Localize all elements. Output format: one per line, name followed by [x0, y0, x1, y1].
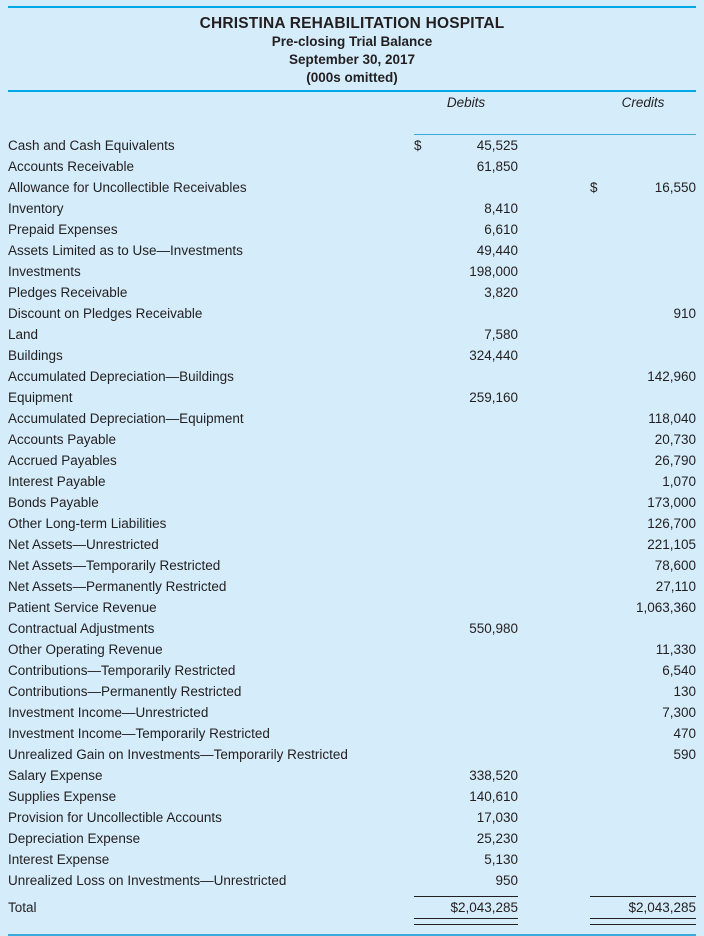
credit-value: 221,105 — [647, 537, 697, 552]
header-account-spacer — [8, 92, 414, 113]
row-gap — [518, 177, 590, 198]
debit-value — [436, 702, 518, 723]
debit-value — [436, 681, 518, 702]
debit-currency-symbol — [414, 828, 436, 849]
row-gap — [518, 576, 590, 597]
row-gap — [518, 324, 590, 345]
row-gap — [518, 849, 590, 870]
account-name: Contributions—Temporarily Restricted — [8, 663, 236, 678]
row-gap — [518, 786, 590, 807]
account-name: Unrealized Loss on Investments—Unrestricted — [8, 873, 287, 888]
debit-currency-symbol — [414, 765, 436, 786]
credit-value — [612, 261, 696, 282]
row-gap — [518, 471, 590, 492]
debit-currency-symbol — [414, 597, 436, 618]
account-name: Prepaid Expenses — [8, 222, 118, 237]
credit-currency-symbol — [590, 240, 612, 261]
debit-value: 17,030 — [476, 810, 519, 825]
account-name: Other Operating Revenue — [8, 642, 163, 657]
credit-value — [612, 324, 696, 345]
debit-currency-symbol — [414, 576, 436, 597]
trial-balance-sheet — [0, 6, 704, 920]
row-gap — [518, 660, 590, 681]
table-row — [8, 597, 696, 618]
credit-value — [612, 786, 696, 807]
row-gap — [518, 345, 590, 366]
debit-value — [436, 471, 518, 492]
debit-value — [436, 639, 518, 660]
credit-value — [612, 807, 696, 828]
debit-value: 45,525 — [476, 138, 519, 153]
debit-value — [436, 408, 518, 429]
debit-currency-symbol — [414, 219, 436, 240]
units-note: (000s omitted) — [306, 70, 398, 85]
table-row — [8, 828, 696, 849]
credit-value — [612, 849, 696, 870]
credit-currency-symbol — [590, 660, 612, 681]
credit-currency-symbol — [590, 345, 612, 366]
debit-currency-symbol — [414, 282, 436, 303]
table-footer — [8, 891, 696, 925]
account-name: Accrued Payables — [8, 453, 117, 468]
table-row — [8, 261, 696, 282]
account-name: Accounts Payable — [8, 432, 117, 447]
account-name: Interest Payable — [8, 474, 106, 489]
debit-total-double-rule — [414, 919, 518, 925]
credit-value: 130 — [673, 684, 697, 699]
credit-value: 126,700 — [647, 516, 697, 531]
account-name: Buildings — [8, 348, 63, 363]
debit-value — [436, 513, 518, 534]
credit-currency-symbol — [590, 723, 612, 744]
trial-balance-table — [8, 92, 696, 925]
debit-currency-symbol — [414, 156, 436, 177]
header-gap-spacer — [518, 92, 590, 113]
table-row — [8, 849, 696, 870]
account-name: Supplies Expense — [8, 789, 117, 804]
credit-value: 27,110 — [655, 579, 697, 594]
account-name: Land — [8, 327, 39, 342]
debit-currency-symbol — [414, 324, 436, 345]
credit-currency-symbol — [590, 492, 612, 513]
debit-value: 49,440 — [476, 243, 519, 258]
debit-value — [436, 660, 518, 681]
debit-currency-symbol — [414, 870, 436, 891]
debit-currency-symbol — [414, 681, 436, 702]
credit-value: 26,790 — [654, 453, 697, 468]
row-gap — [518, 618, 590, 639]
debit-value — [436, 429, 518, 450]
credit-value — [612, 345, 696, 366]
credit-value: 118,040 — [648, 411, 697, 426]
credit-currency-symbol — [590, 828, 612, 849]
debit-currency-symbol — [414, 702, 436, 723]
table-row — [8, 492, 696, 513]
debit-currency-symbol — [414, 723, 436, 744]
account-name: Net Assets—Permanently Restricted — [8, 579, 227, 594]
table-row — [8, 639, 696, 660]
total-gap — [518, 897, 590, 919]
credit-currency-symbol — [590, 744, 612, 765]
credit-value — [612, 219, 696, 240]
row-gap — [518, 513, 590, 534]
debit-currency-symbol — [414, 534, 436, 555]
account-name: Patient Service Revenue — [8, 600, 157, 615]
credit-value: 910 — [673, 306, 697, 321]
account-name: Provision for Uncollectible Accounts — [8, 810, 222, 825]
debit-value — [436, 303, 518, 324]
credit-currency-symbol — [590, 639, 612, 660]
debit-currency-symbol — [414, 345, 436, 366]
header-underline-row — [8, 113, 696, 135]
debit-currency-symbol — [414, 513, 436, 534]
debit-value — [436, 366, 518, 387]
credit-value: 11,330 — [655, 642, 697, 657]
dbl-spacer-name — [8, 919, 414, 925]
debit-value: 5,130 — [484, 852, 519, 867]
credit-value: 7,300 — [662, 705, 697, 720]
account-name: Unrealized Gain on Investments—Temporarily Restricted — [8, 747, 348, 762]
header-underline — [414, 113, 696, 135]
account-name: Other Long-term Liabilities — [8, 516, 167, 531]
row-gap — [518, 282, 590, 303]
debit-value — [436, 177, 518, 198]
table-row — [8, 471, 696, 492]
account-name: Investment Income—Unrestricted — [8, 705, 209, 720]
debit-currency-symbol — [414, 639, 436, 660]
debit-currency-symbol — [414, 555, 436, 576]
credit-currency-symbol — [590, 681, 612, 702]
debit-value: 61,850 — [476, 159, 519, 174]
debit-currency-symbol — [414, 786, 436, 807]
credit-currency-symbol — [590, 429, 612, 450]
debit-value: 140,610 — [469, 789, 519, 804]
row-gap — [518, 744, 590, 765]
account-name: Accumulated Depreciation—Buildings — [8, 369, 234, 384]
credit-value: 16,550 — [654, 180, 697, 195]
debit-value: 198,000 — [469, 264, 519, 279]
credit-value: 173,000 — [647, 495, 697, 510]
total-debits-value: $2,043,285 — [450, 900, 519, 915]
account-name: Investment Income—Temporarily Restricted — [8, 726, 270, 741]
debit-currency-symbol — [414, 177, 436, 198]
debit-currency-symbol — [414, 660, 436, 681]
account-name: Accounts Receivable — [8, 159, 135, 174]
account-name: Bonds Payable — [8, 495, 99, 510]
debit-currency-symbol — [414, 807, 436, 828]
row-gap — [518, 828, 590, 849]
debit-currency-symbol — [414, 618, 436, 639]
account-name: Assets Limited as to Use—Investments — [8, 243, 243, 258]
table-row — [8, 198, 696, 219]
report-date: September 30, 2017 — [288, 52, 416, 67]
credit-currency-symbol — [590, 597, 612, 618]
row-gap — [518, 702, 590, 723]
debit-currency-symbol — [414, 744, 436, 765]
table-row — [8, 702, 696, 723]
credit-value — [612, 765, 696, 786]
row-gap — [518, 639, 590, 660]
credit-currency-symbol — [590, 618, 612, 639]
debit-currency-symbol — [414, 429, 436, 450]
table-body — [8, 135, 696, 892]
row-gap — [518, 597, 590, 618]
credit-currency-symbol: $ — [590, 180, 598, 195]
credit-currency-symbol — [590, 324, 612, 345]
row-gap — [518, 681, 590, 702]
account-name: Depreciation Expense — [8, 831, 141, 846]
credit-currency-symbol — [590, 870, 612, 891]
row-gap — [518, 198, 590, 219]
account-name: Allowance for Uncollectible Receivables — [8, 180, 247, 195]
table-row — [8, 219, 696, 240]
report-subtitle: Pre-closing Trial Balance — [271, 34, 433, 49]
credit-currency-symbol — [590, 471, 612, 492]
debit-value: 550,980 — [469, 621, 519, 636]
debit-currency-symbol — [414, 849, 436, 870]
table-row — [8, 387, 696, 408]
credit-currency-symbol — [590, 198, 612, 219]
credit-value: 20,730 — [654, 432, 697, 447]
debit-value — [436, 534, 518, 555]
credit-value — [612, 135, 696, 157]
account-name: Interest Expense — [8, 852, 110, 867]
account-name: Net Assets—Unrestricted — [8, 537, 159, 552]
total-credits-value: $2,043,285 — [628, 900, 697, 915]
table-row — [8, 870, 696, 891]
table-row — [8, 534, 696, 555]
credit-currency-symbol — [590, 156, 612, 177]
credit-value — [612, 387, 696, 408]
credit-value — [612, 198, 696, 219]
debit-value — [436, 597, 518, 618]
row-gap — [518, 240, 590, 261]
account-name: Cash and Cash Equivalents — [8, 138, 175, 153]
credit-currency-symbol — [590, 387, 612, 408]
credit-currency-symbol — [590, 849, 612, 870]
debit-value: 6,610 — [484, 222, 519, 237]
row-gap — [518, 387, 590, 408]
credit-value: 590 — [673, 747, 697, 762]
row-gap — [518, 135, 590, 157]
credit-value: 78,600 — [654, 558, 697, 573]
row-gap — [518, 492, 590, 513]
credit-value — [612, 828, 696, 849]
debit-value: 25,230 — [476, 831, 519, 846]
total-label: Total — [8, 900, 37, 915]
credit-value — [612, 282, 696, 303]
account-name: Salary Expense — [8, 768, 103, 783]
account-name: Inventory — [8, 201, 64, 216]
table-row — [8, 618, 696, 639]
debit-value: 259,160 — [469, 390, 519, 405]
table-row — [8, 408, 696, 429]
row-gap — [518, 870, 590, 891]
row-gap — [518, 219, 590, 240]
credit-total-double-rule — [590, 919, 696, 925]
credit-value — [612, 870, 696, 891]
credit-currency-symbol — [590, 303, 612, 324]
credit-value: 470 — [673, 726, 697, 741]
debit-currency-symbol: $ — [414, 138, 422, 153]
credit-currency-symbol — [590, 807, 612, 828]
credit-currency-symbol — [590, 786, 612, 807]
table-row — [8, 513, 696, 534]
debit-currency-symbol — [414, 261, 436, 282]
row-gap — [518, 366, 590, 387]
account-name: Accumulated Depreciation—Equipment — [8, 411, 244, 426]
table-row — [8, 324, 696, 345]
credit-currency-symbol — [590, 534, 612, 555]
row-gap — [518, 807, 590, 828]
table-row — [8, 744, 696, 765]
credit-currency-symbol — [590, 765, 612, 786]
row-gap — [518, 303, 590, 324]
total-double-rule-row — [8, 919, 696, 925]
row-gap — [518, 555, 590, 576]
table-header-row — [8, 92, 696, 113]
table-row — [8, 786, 696, 807]
account-name: Discount on Pledges Receivable — [8, 306, 203, 321]
table-row — [8, 135, 696, 157]
column-header-debits: Debits — [446, 95, 486, 110]
debit-currency-symbol — [414, 387, 436, 408]
account-name: Contributions—Permanently Restricted — [8, 684, 242, 699]
debit-currency-symbol — [414, 198, 436, 219]
document-header — [8, 8, 696, 87]
debit-currency-symbol — [414, 408, 436, 429]
dbl-spacer-gap — [518, 919, 590, 925]
row-gap — [518, 765, 590, 786]
credit-currency-symbol — [590, 450, 612, 471]
table-row — [8, 303, 696, 324]
credit-value: 1,063,360 — [635, 600, 697, 615]
account-name: Investments — [8, 264, 81, 279]
debit-value: 3,820 — [484, 285, 519, 300]
debit-value: 950 — [495, 873, 519, 888]
credit-currency-symbol — [590, 219, 612, 240]
table-row — [8, 807, 696, 828]
total-row — [8, 897, 696, 919]
table-row — [8, 765, 696, 786]
credit-value: 1,070 — [662, 474, 697, 489]
debit-value: 8,410 — [484, 201, 519, 216]
credit-value: 6,540 — [662, 663, 697, 678]
table-row — [8, 429, 696, 450]
table-row — [8, 366, 696, 387]
credit-currency-symbol — [590, 408, 612, 429]
debit-value: 7,580 — [484, 327, 519, 342]
table-row — [8, 282, 696, 303]
credit-currency-symbol — [590, 282, 612, 303]
table-row — [8, 156, 696, 177]
table-row — [8, 576, 696, 597]
credit-value — [612, 240, 696, 261]
debit-value — [436, 450, 518, 471]
credit-value: 142,960 — [647, 369, 697, 384]
row-gap — [518, 408, 590, 429]
row-gap — [518, 450, 590, 471]
row-gap — [518, 156, 590, 177]
debit-currency-symbol — [414, 303, 436, 324]
table-row — [8, 681, 696, 702]
credit-value — [612, 156, 696, 177]
credit-currency-symbol — [590, 555, 612, 576]
account-name: Pledges Receivable — [8, 285, 128, 300]
debit-currency-symbol — [414, 366, 436, 387]
column-header-credits: Credits — [621, 95, 665, 110]
underline-spacer — [8, 113, 414, 135]
row-gap — [518, 723, 590, 744]
debit-currency-symbol — [414, 471, 436, 492]
row-gap — [518, 261, 590, 282]
credit-currency-symbol — [590, 576, 612, 597]
debit-currency-symbol — [414, 450, 436, 471]
table-row — [8, 450, 696, 471]
table-row — [8, 240, 696, 261]
debit-value — [436, 555, 518, 576]
debit-value — [436, 492, 518, 513]
credit-currency-symbol — [590, 135, 612, 157]
account-name: Contractual Adjustments — [8, 621, 155, 636]
debit-value — [436, 576, 518, 597]
table-row — [8, 177, 696, 198]
credit-currency-symbol — [590, 702, 612, 723]
debit-value: 338,520 — [469, 768, 519, 783]
debit-currency-symbol — [414, 240, 436, 261]
page-title: CHRISTINA REHABILITATION HOSPITAL — [199, 15, 505, 32]
debit-value: 324,440 — [469, 348, 519, 363]
account-name: Equipment — [8, 390, 73, 405]
table-row — [8, 660, 696, 681]
debit-value — [436, 744, 518, 765]
account-name: Net Assets—Temporarily Restricted — [8, 558, 221, 573]
debit-value — [436, 723, 518, 744]
table-row — [8, 555, 696, 576]
debit-currency-symbol — [414, 492, 436, 513]
credit-currency-symbol — [590, 366, 612, 387]
table-row — [8, 723, 696, 744]
row-gap — [518, 429, 590, 450]
table-row — [8, 345, 696, 366]
credit-value — [612, 618, 696, 639]
credit-currency-symbol — [590, 513, 612, 534]
row-gap — [518, 534, 590, 555]
credit-currency-symbol — [590, 261, 612, 282]
